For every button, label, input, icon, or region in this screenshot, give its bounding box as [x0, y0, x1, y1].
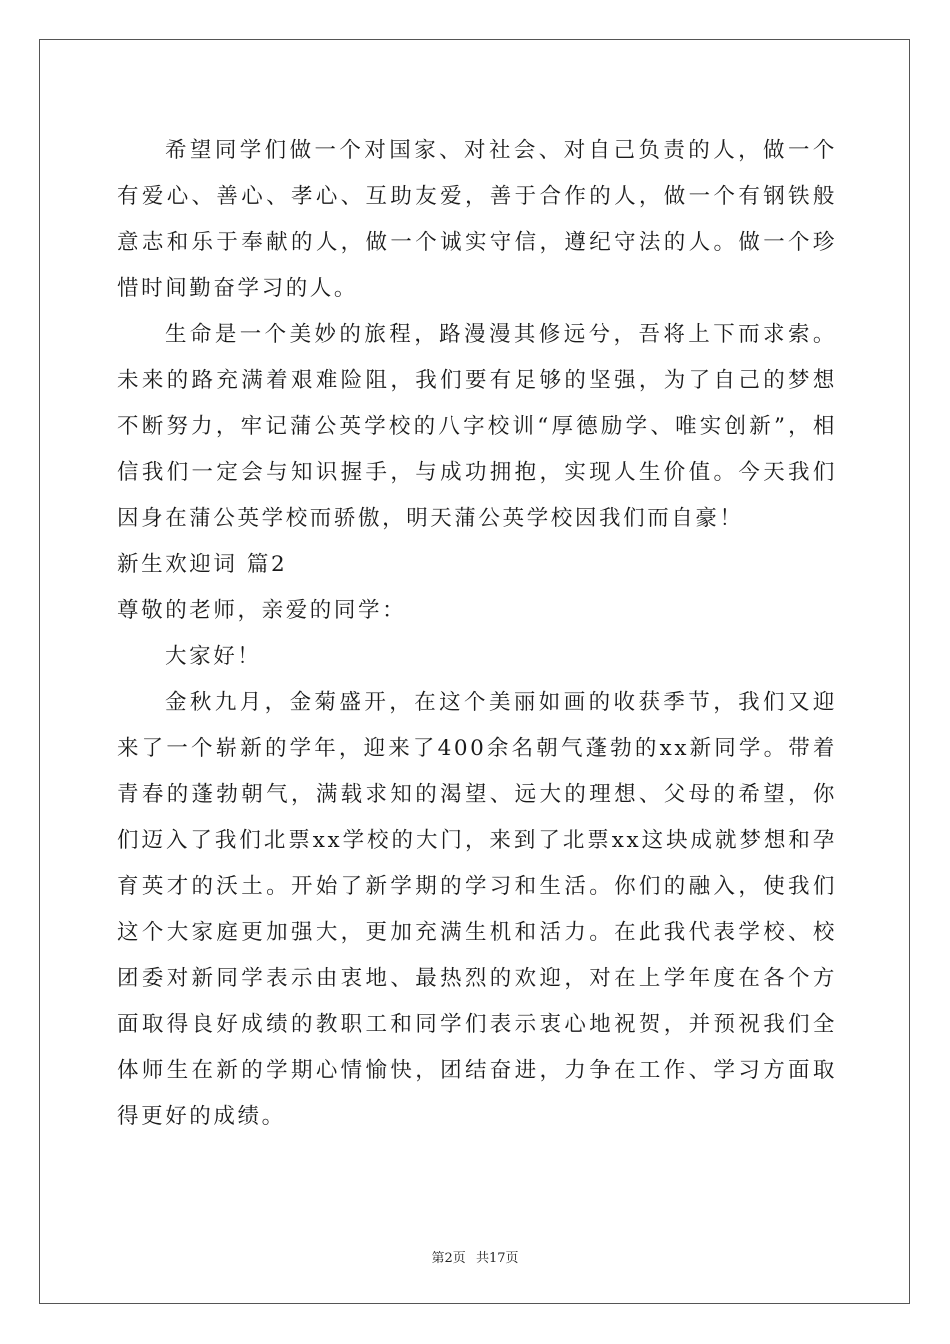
greeting: 大家好！ [165, 644, 262, 669]
paragraph-life-journey: 生命是一个美妙的旅程，路漫漫其修远兮，吾将上下而求索。未来的路充满着艰难险阻，我们要有足够的坚强，为了自己的梦想不断努力，牢记蒲公英学校的八字校训“厚德励学、唯实创新”，相信我们一定会与知识握手，与成功拥抱，实现人生价值。今天我们因身在蒲公英学校而骄傲，明天蒲公英学校因我们而自豪！ [117, 322, 837, 531]
document-body [117, 128, 837, 1140]
paragraph-welcome: 金秋九月，金菊盛开，在这个美丽如画的收获季节，我们又迎来了一个崭新的学年，迎来了400余名朝气蓬勃的xx新同学。带着青春的蓬勃朝气，满载求知的渴望、远大的理想、父母的希望，你们迈入了我们北票xx学校的大门，来到了北票xx这块成就梦想和孕育英才的沃土。开始了新学期的学习和生活。你们的融入，使我们这个大家庭更加强大，更加充满生机和活力。在此我代表学校、校团委对新同学表示由衷地、最热烈的欢迎，对在上学年度在各个方面取得良好成绩的教职工和同学们表示衷心地祝贺，并预祝我们全体师生在新的学期心情愉快，团结奋进，力争在工作、学习方面取得更好的成绩。 [117, 690, 837, 1129]
salutation: 尊敬的老师，亲爱的同学： [117, 598, 407, 623]
paragraph-responsibility: 希望同学们做一个对国家、对社会、对自己负责的人，做一个有爱心、善心、孝心、互助友爱，善于合作的人，做一个有钢铁般意志和乐于奉献的人，做一个诚实守信，遵纪守法的人。做一个珍惜时间勤奋学习的人。 [117, 138, 837, 301]
page-total: 共17页 [475, 1251, 519, 1266]
section-heading: 新生欢迎词 篇2 [117, 552, 288, 577]
page-footer [0, 1247, 950, 1266]
page-number: 第2页 [431, 1251, 466, 1266]
